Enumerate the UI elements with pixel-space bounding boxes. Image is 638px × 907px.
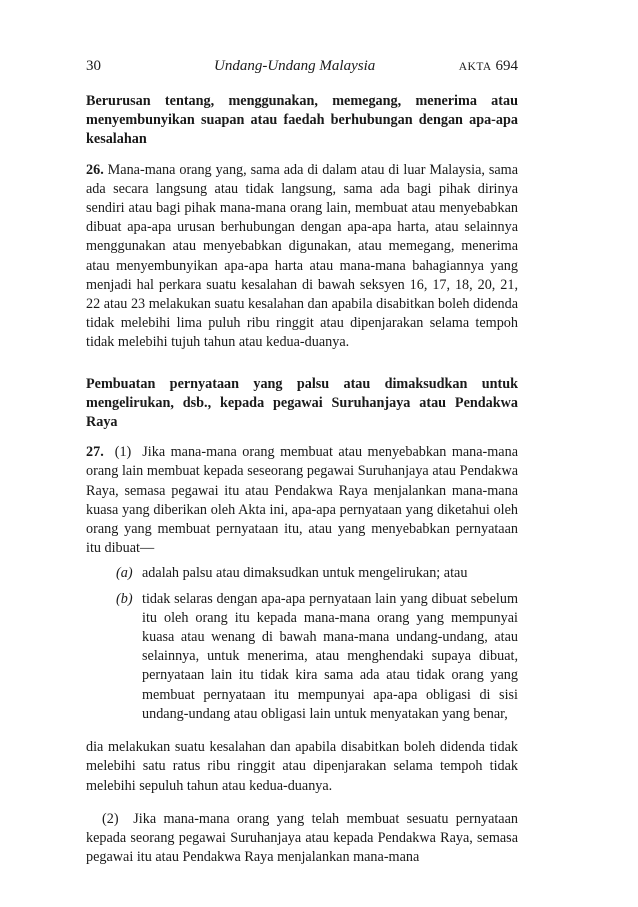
section-26-number: 26.	[86, 161, 104, 178]
subsection-2-text: Jika mana-mana orang yang telah membuat sesuatu pernyataan kepada seorang pegawai Suruhanjaya atau kepada Pendakwa Raya, semasa pegawai itu atau Pendakwa Raya menjalankan mana-mana	[86, 810, 519, 866]
subsection-1-marker: (1)	[114, 444, 132, 461]
running-head	[86, 58, 518, 82]
paragraph-a-marker: (a)	[116, 565, 133, 582]
page-number: 30	[86, 58, 101, 74]
section-27-number: 27.	[86, 444, 104, 461]
section-27-subsection-2	[86, 810, 518, 868]
act-word: AKTA	[458, 61, 492, 73]
subsection-2-marker: (2)	[102, 810, 119, 827]
paragraph-a-text: adalah palsu atau dimaksudkan untuk mengelirukan; atau	[142, 565, 468, 582]
paragraph-b-marker: (b)	[116, 590, 133, 607]
paragraph-a	[86, 564, 518, 583]
subsection-1-text: Jika mana-mana orang membuat atau menyebabkan mana-mana orang lain membuat kepada seseorang pegawai Suruhanjaya atau Pendakwa Raya, semasa pegawai itu atau Pendakwa Raya menjalankan mana-mana kuasa yang diberikan oleh Akta ini, apa-apa pernyataan yang diketahui oleh orang yang membuat pernyataan itu, atau yang menyebabkan pernyataan itu dibuat—	[86, 444, 518, 557]
running-head-title: Undang-Undang Malaysia	[214, 58, 376, 74]
section-27-subsection-1	[86, 443, 518, 558]
section-27-heading: Pembuatan pernyataan yang palsu atau dimaksudkan untuk mengelirukan, dsb., kepada pegawai Suruhanjaya atau Pendakwa Raya	[86, 375, 518, 431]
document-page	[86, 58, 518, 867]
paragraph-b	[86, 590, 518, 724]
section-26-body	[86, 161, 518, 353]
section-26-heading: Berurusan tentang, menggunakan, memegang, menerima atau menyembunyikan suapan atau faedah berhubungan dengan apa-apa kesalahan	[86, 93, 518, 148]
act-reference	[459, 58, 518, 75]
section-26-text: Mana-mana orang yang, sama ada di dalam atau di luar Malaysia, sama ada secara langsung atau tidak langsung, sama ada bagi pihak dirinya sendiri atau bagi pihak mana-mana orang lain, membuat atau menyebabkan dibuat apa-apa urusan berhubungan dengan apa-apa harta, atau selainnya menggunakan atau menyebabkan digunakan, atau memegang, menerima atau menyembunyikan apa-apa harta atau mana-mana bahagiannya yang menjadi hal perkara suatu kesalahan di bawah seksyen 16, 17, 18, 20, 21, 22 atau 23 melakukan suatu kesalahan dan apabila disabitkan boleh didenda tidak melebihi lima puluh ribu ringgit atau dipenjarakan selama tempoh tidak melebihi tujuh tahun atau kedua-duanya.	[86, 161, 518, 351]
paragraph-b-text: tidak selaras dengan apa-apa pernyataan lain yang dibuat sebelum itu oleh orang itu kepada mana-mana orang yang mempunyai kuasa atau wenang di bawah mana-mana undang-undang, atau selainnya, untuk menerima, atau menghendaki supaya dibuat, pernyataan lain itu tidak kira sama ada atau tidak orang yang membuat pernyataan itu mempunyai apa-apa obligasi di sisi undang-undang atau obligasi lain untuk menyatakan yang benar,	[142, 590, 518, 722]
act-number: 694	[495, 58, 518, 74]
section-27-conclusion: dia melakukan suatu kesalahan dan apabila disabitkan boleh didenda tidak melebihi satu ratus ribu ringgit atau dipenjarakan selama tempoh tidak melebihi sepuluh tahun atau kedua-duanya.	[86, 739, 518, 794]
